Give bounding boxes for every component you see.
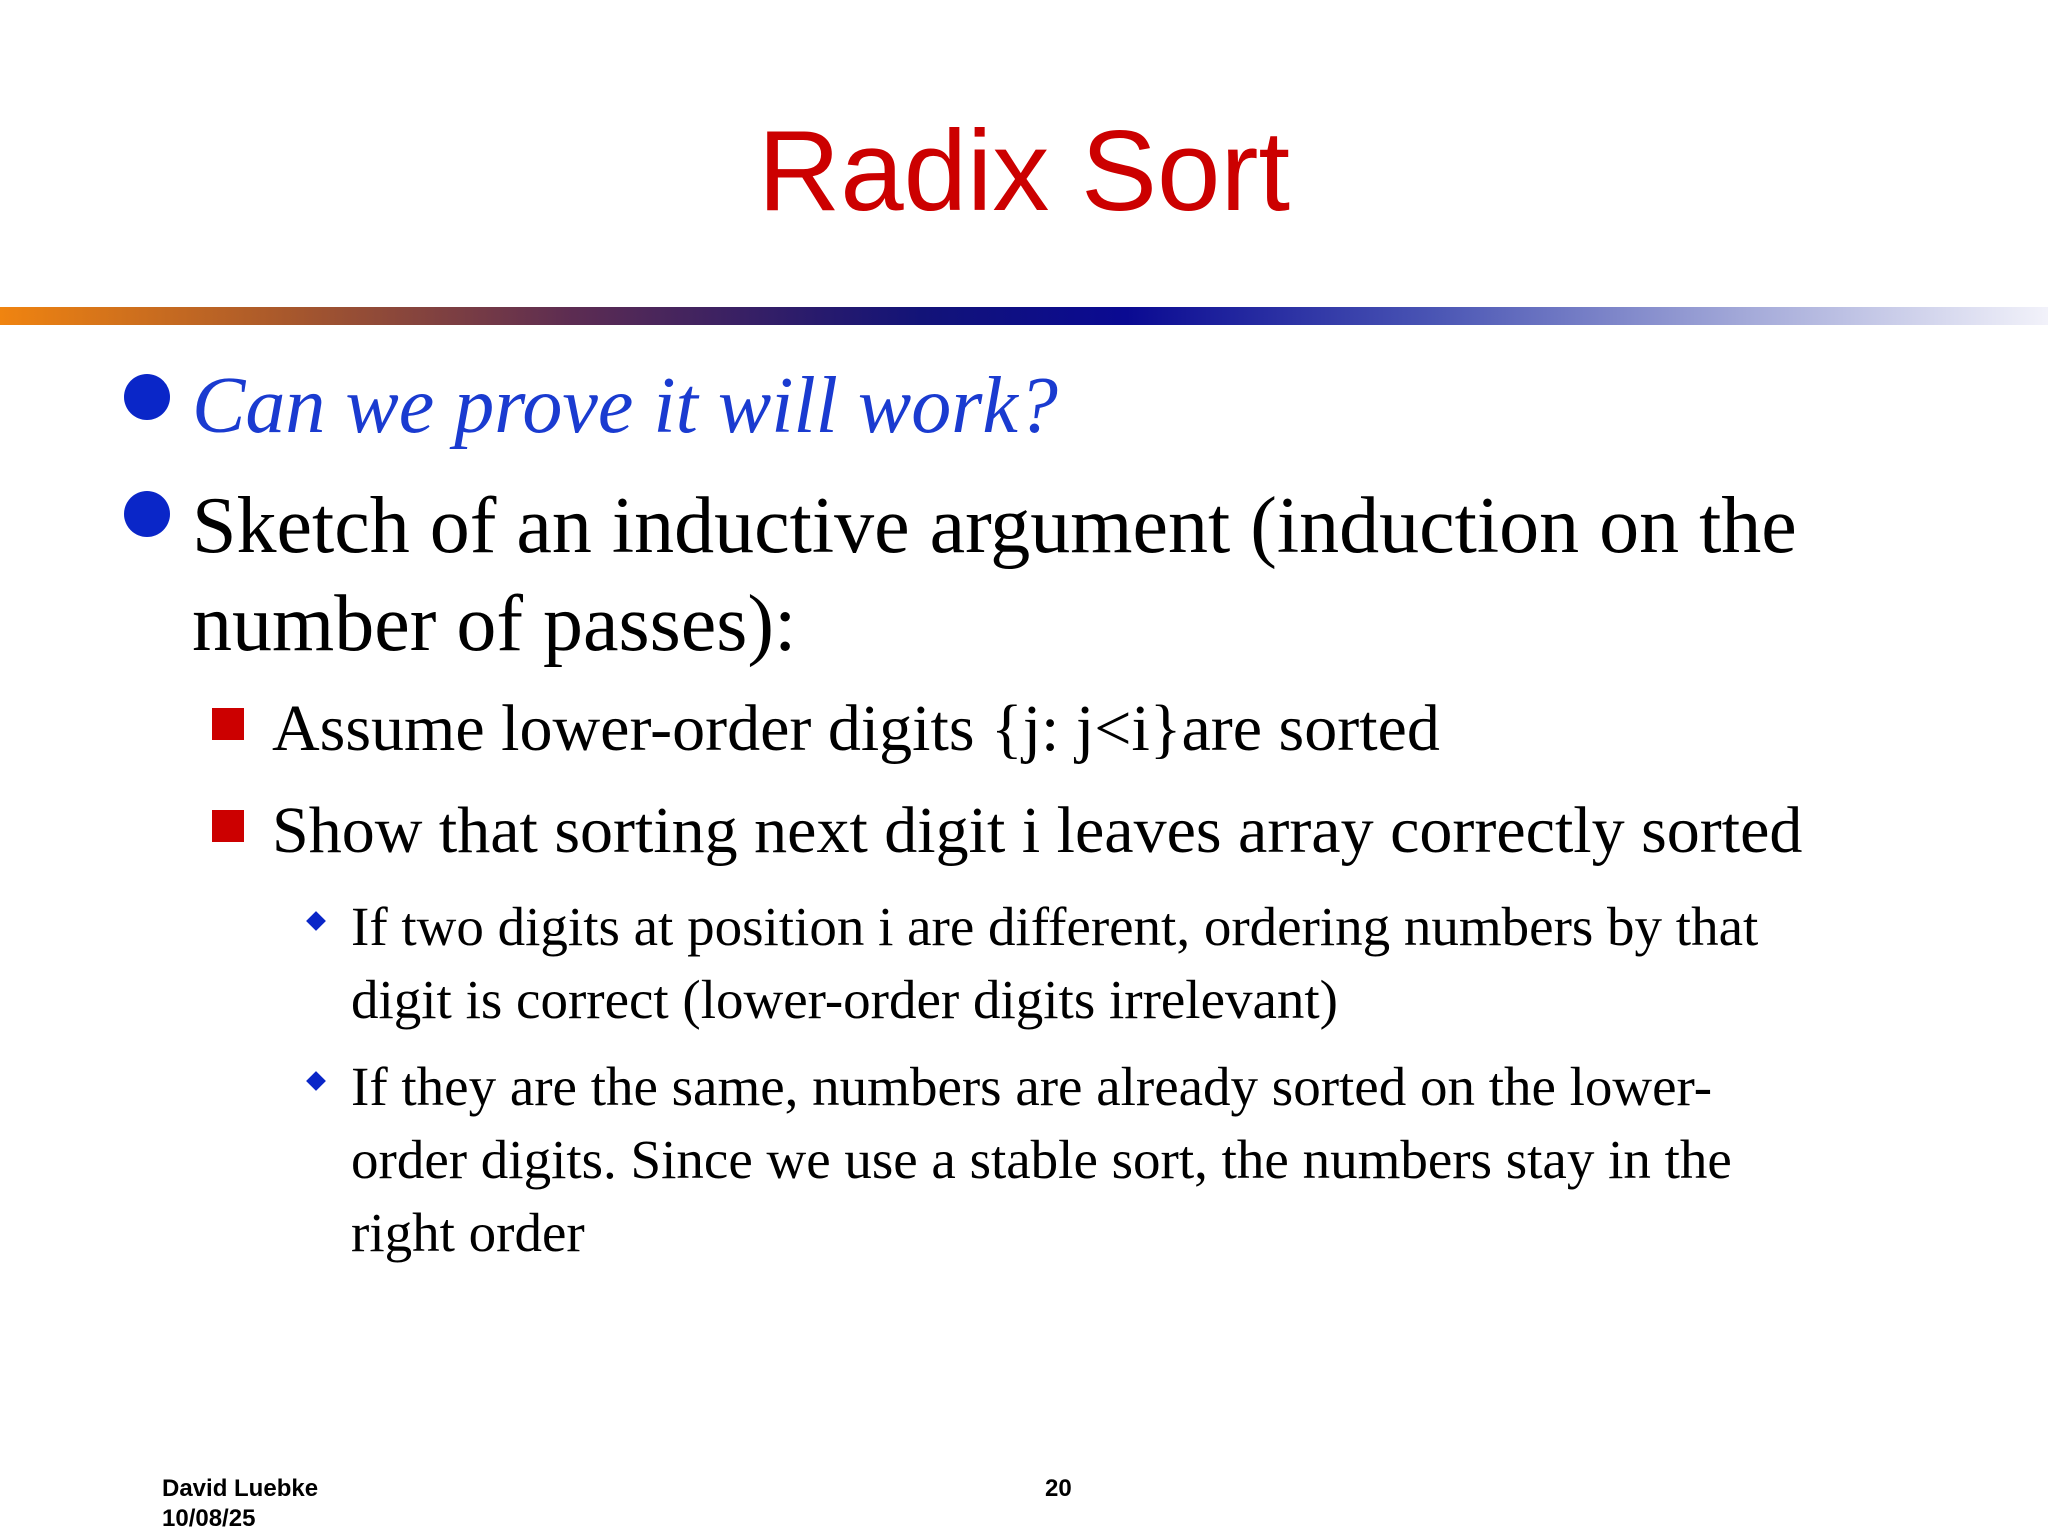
- bullet-diamond-icon: [306, 1071, 326, 1091]
- sub-sub-bullet-different-line-2: digit is correct (lower-order digits irrelevant): [351, 969, 1338, 1030]
- sub-sub-bullet-different-line-1: If two digits at position i are different, ordering numbers by that: [351, 896, 1759, 957]
- bullet-square-icon: [212, 708, 244, 740]
- sub-bullet-show: Show that sorting next digit i leaves array correctly sorted: [272, 794, 1803, 867]
- bullet-dot-icon: [124, 374, 170, 420]
- bullet-sketch-line-2: number of passes):: [192, 580, 797, 668]
- title-divider: [0, 307, 2048, 325]
- footer-author: David Luebke: [162, 1475, 319, 1502]
- bullet-sketch-line-1: Sketch of an inductive argument (induction on the: [192, 482, 1797, 570]
- bullet-dot-icon: [124, 491, 170, 537]
- sub-sub-bullet-same-line-3: right order: [351, 1202, 585, 1263]
- slide-title: Radix Sort: [757, 108, 1291, 235]
- sub-sub-bullet-same-line-1: If they are the same, numbers are already sorted on the lower-: [351, 1056, 1713, 1117]
- footer-date: 10/08/25: [162, 1505, 256, 1532]
- bullet-diamond-icon: [306, 911, 326, 931]
- sub-bullet-assume: Assume lower-order digits {j: j<i}are sorted: [272, 692, 1440, 765]
- bullet-square-icon: [212, 810, 244, 842]
- bullet-question: Can we prove it will work?: [192, 362, 1058, 450]
- footer-page-number: 20: [1045, 1475, 1072, 1502]
- sub-sub-bullet-same-line-2: order digits. Since we use a stable sort, the numbers stay in the: [351, 1129, 1732, 1190]
